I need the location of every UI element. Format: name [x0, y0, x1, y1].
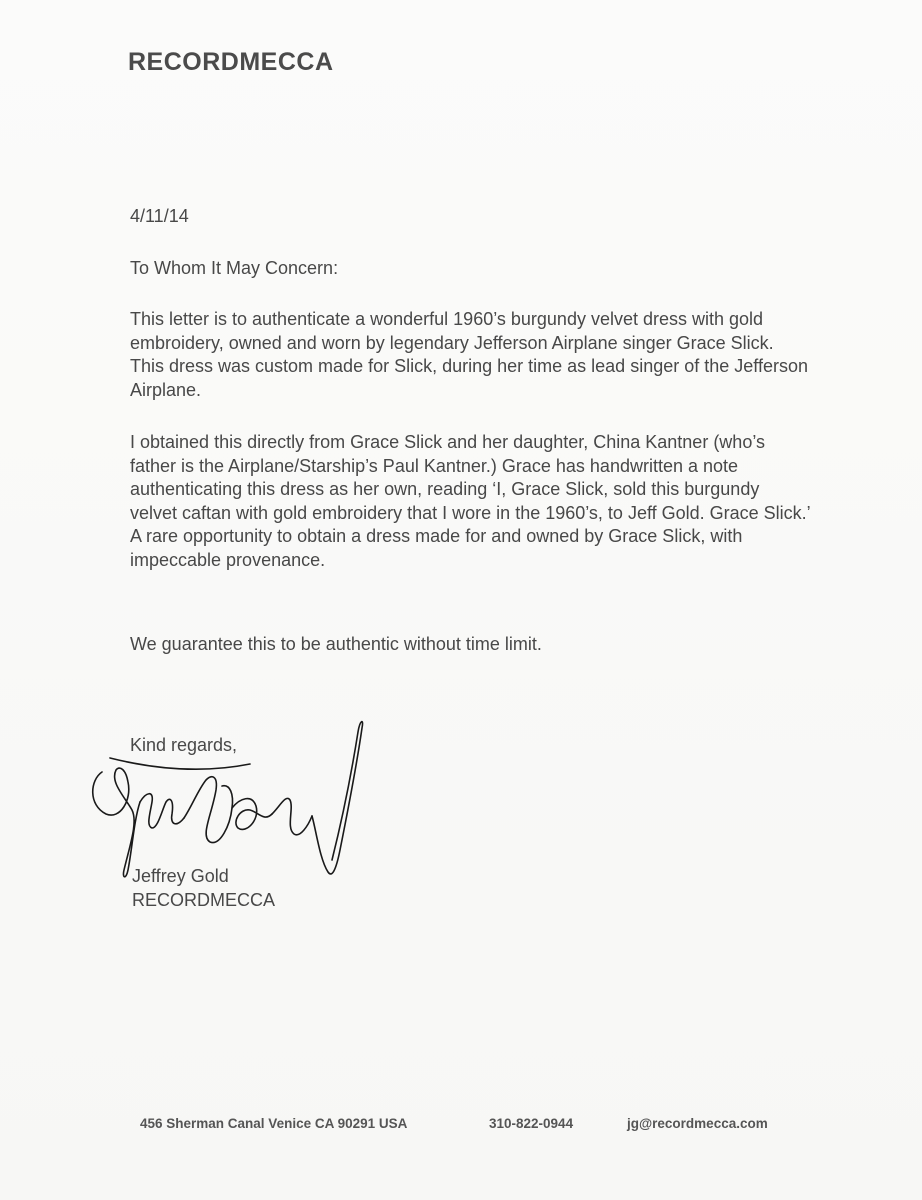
body-paragraph-2: I obtained this directly from Grace Slick and her daughter, China Kantner (who’s father is the Airplane/Starship’s Paul Kantner.) Grace has handwritten a note authenticating this dress as her own, reading ‘I, Grace Slick, sold this burgundy velvet caftan with gold embroidery that I wore in the 1960’s, to Jeff Gold. Grace Slick.’ A rare opportunity to obtain a dress made for and owned by Grace Slick, with impeccable provenance. [130, 432, 811, 570]
letter-date: 4/11/14 [130, 206, 189, 226]
footer-email: jg@recordmecca.com [627, 1116, 768, 1131]
signer-name: Jeffrey Gold [132, 866, 229, 886]
signer-company: RECORDMECCA [132, 890, 276, 910]
footer-address: 456 Sherman Canal Venice CA 90291 USA [140, 1116, 408, 1131]
salutation: To Whom It May Concern: [130, 258, 339, 278]
closing: Kind regards, [130, 735, 238, 755]
body-paragraph-1: This letter is to authenticate a wonderful 1960’s burgundy velvet dress with gold embroidery, owned and worn by legendary Jefferson Airplane singer Grace Slick. This dress was custom made for Slick, during her time as lead singer of the Jefferson Airplane. [130, 309, 808, 400]
body-paragraph-3: We guarantee this to be authentic without time limit. [130, 634, 542, 654]
handwritten-signature [80, 710, 380, 890]
footer-phone: 310-822-0944 [489, 1116, 574, 1131]
letterhead-company: RECORDMECCA [128, 48, 334, 76]
